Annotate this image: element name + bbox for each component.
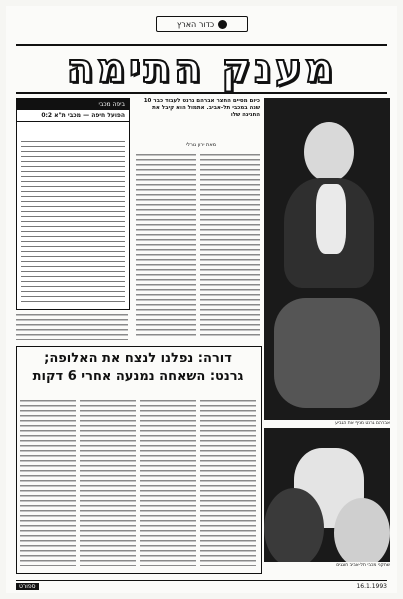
footer-date: 16.1.1993 <box>356 582 387 590</box>
headline-text: מענק התימה <box>66 46 337 92</box>
article-byline: מאת ירון גורלי <box>186 142 217 148</box>
stats-title: ביפה מכבי <box>17 99 129 110</box>
photo-caption: אברהם גרנט מניף את הגביע <box>335 421 390 426</box>
sub-article-headline <box>20 350 256 390</box>
page-footer <box>16 580 387 591</box>
footer-brand: ספורט <box>16 583 39 590</box>
article-column <box>136 152 196 338</box>
article-column <box>140 398 196 566</box>
stats-score: הפועל חיפה — מכבי ת"א 0:2 <box>17 110 129 122</box>
newspaper-page <box>6 6 397 593</box>
section-label-text: כדור הארץ <box>176 19 215 29</box>
photo-caption: שחקני מכבי תל-אביב חוגגים <box>336 563 390 568</box>
article-column <box>20 398 76 566</box>
celebration-photo <box>264 98 390 420</box>
section-label <box>156 16 248 32</box>
team-hug-photo <box>264 428 390 562</box>
stats-lines <box>21 139 125 303</box>
article-column <box>80 398 136 566</box>
sub-headline-line-2: גרנט: השאחה נמנעה אחרי 6 דקות <box>32 369 244 384</box>
article-intro: כיום מסיים החצר אברהם גרנט לעבוד כבר 10 שנה במכבי תל-אביב. אתמול הוא קיבל את החגיגה שלו <box>143 98 260 118</box>
sub-headline-line-1: דורה: נפלנו לנצח את האלופה; <box>44 351 232 366</box>
article-column <box>200 398 256 566</box>
article-column <box>16 312 128 340</box>
ball-icon <box>218 20 227 29</box>
match-stats-box <box>16 98 130 310</box>
article-column <box>200 152 260 338</box>
headline <box>16 44 387 94</box>
